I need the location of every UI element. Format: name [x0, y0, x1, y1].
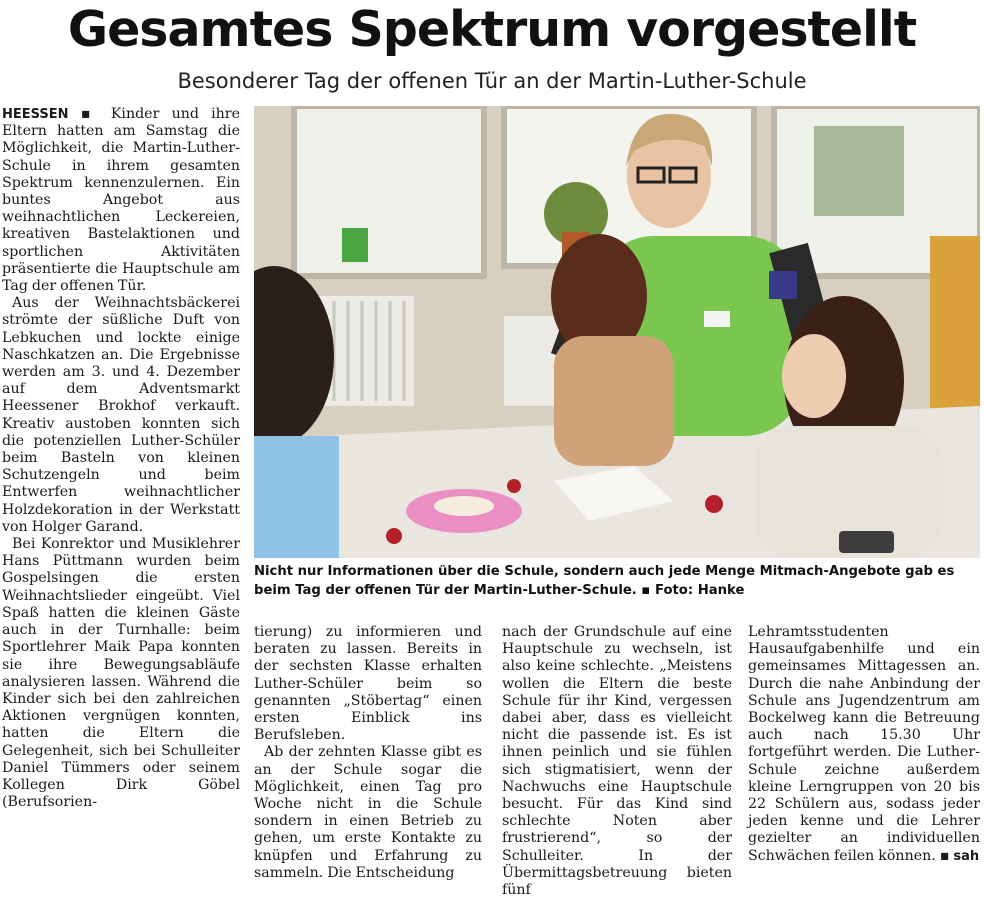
photo-caption	[254, 562, 980, 600]
separator-square: ▪	[641, 583, 651, 598]
dateline: HEESSEN	[2, 107, 69, 122]
article-column-3	[502, 624, 732, 899]
paragraph-4-start: Ab der zehnten Klasse gibt es an der Schule sogar die Möglichkeit, einen Tag pro Woche nicht in die Schule sondern in einen Betrieb zu gehen, um erste Kontakte zu knüpfen und Erfahrung zu sammeln. Die Entscheidung	[254, 744, 482, 881]
subheadline: Besonderer Tag der offenen Tür an der Martin-Luther-Schule	[177, 69, 807, 93]
article-column-1	[2, 106, 240, 811]
author-signature: sah	[953, 848, 980, 864]
article-column-2	[254, 624, 482, 882]
paragraph-4-middle: nach der Grundschule auf eine Hauptschule zu wechseln, ist also keine schlechte. „Meistens wollen die Eltern die beste Schule für ihr Kind, vergessen dabei aber, dass es vielleicht nicht die passende ist. Es ist ihnen peinlich und sie fühlen sich stigmatisiert, wenn der Nachwuchs eine Hauptschule besucht. Für das Kind sind schlechte Noten aber frustrierend“, so der Schulleiter. In der Übermittagsbetreuung bieten fünf	[502, 624, 732, 899]
paragraph-4-end-text: Lehramtsstudenten Hausaufgabenhilfe und ein gemeinsames Mittagessen an. Durch die nahe Anbindung der Schule ans Jugendzentrum am Bockelweg kann die Betreuung auch nach 15.30 Uhr fortgeführt werden. Die Luther-Schule zeichne außerdem kleine Lerngruppen von 20 bis 22 Schülern aus, sodass jeder jeden kenne und die Lehrer gezielter an individuellen Schwächen feilen können.	[748, 624, 980, 864]
paragraph-3-start: Bei Konrektor und Musiklehrer Hans Püttmann wurden beim Gospelsingen die ersten Weihnachtslieder eingeübt. Viel Spaß hatten die kleinen Gäste auch in der Turnhalle: beim Sportlehrer Maik Papa konnten sie ihre Bewegungsabläufe analysieren lassen. Während die Kinder sich bei den zahlreichen Aktionen vergnügen konnten, hatten die Eltern die Gelegenheit, sich bei Schulleiter Daniel Tümmers oder seinem Kollegen Dirk Göbel (Berufsorien-	[2, 536, 240, 811]
separator-square: ▪	[939, 847, 950, 864]
headline: Gesamtes Spektrum vorgestellt	[67, 1, 917, 58]
article-photo	[254, 106, 980, 558]
paragraph-3-end: tierung) zu informieren und beraten zu lassen. Bereits in der sechsten Klasse erhalten Luther-Schüler beim so genannten „Stöbertag“ einen ersten Einblick ins Berufsleben.	[254, 624, 482, 744]
separator-square: ▪	[80, 106, 99, 122]
paragraph-2: Aus der Weihnachtsbäckerei strömte der süßliche Duft von Lebkuchen und lockte einige Naschkatzen an. Die Ergebnisse werden am 3. und 4. Dezember auf dem Adventsmarkt Heessener Brokhof verkauft. Kreativ austoben konnten sich die potenziellen Luther-Schüler beim Basteln von kleinen Schutzengeln und beim Entwerfen weihnachtlicher Holzdekoration in der Werkstatt von Holger Garand.	[2, 295, 240, 535]
photo-credit: Foto: Hanke	[654, 583, 745, 598]
caption-text: Nicht nur Informationen über die Schule, sondern auch jede Menge Mitmach-Angebote gab es beim Tag der offenen Tür der Martin-Luther-Schule.	[254, 564, 955, 598]
article-column-4	[748, 624, 980, 865]
paragraph-1	[2, 106, 240, 295]
paragraph-1-text: Kinder und ihre Eltern hatten am Samstag die Möglichkeit, die Martin-Luther-Schule in ihrem gesamten Spektrum kennenzulernen. Ein buntes Angebot aus weihnachtlichen Leckereien, kreativen Bastelaktionen und sportlichen Aktivitäten präsentierte die Hauptschule am Tag der offenen Tür.	[2, 106, 240, 295]
paragraph-4-end	[748, 624, 980, 865]
